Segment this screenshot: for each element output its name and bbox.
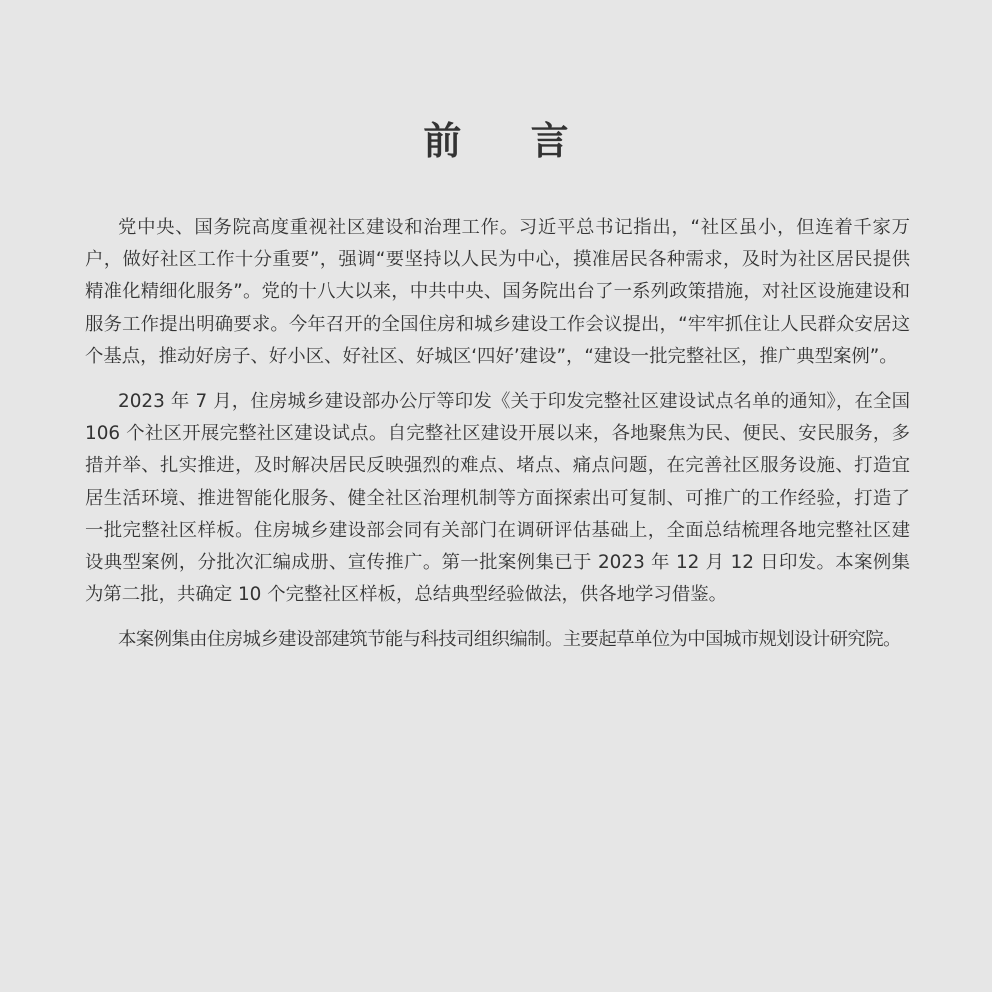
paragraph-2: 2023 年 7 月，住房城乡建设部办公厅等印发《关于印发完整社区建设试点名单的通知》，在全国 106 个社区开展完整社区建设试点。自完整社区建设开展以来，各地聚焦为民、便民、安民服务，多措并举、扎实推进，及时解决居民反映强烈的难点、堵点、痛点问题，在完善社区服务设施、打造宜居生活环境、推进智能化服务、健全社区治理机制等方面探索出可复制、可推广的工作经验，打造了一批完整社区样板。住房城乡建设部会同有关部门在调研评估基础上，全面总结梳理各地完整社区建设典型案例，分批次汇编成册、宣传推广。第一批案例集已于 2023 年 12 月 12 日印发。本案例集为第二批，共确定 10 个完整社区样板，总结典型经验做法，供各地学习借鉴。 bbox=[85, 391, 910, 606]
page-title: 前 言 bbox=[423, 119, 597, 163]
paragraph-3: 本案例集由住房城乡建设部建筑节能与科技司组织编制。主要起草单位为中国城市规划设计研究院。 bbox=[118, 629, 901, 651]
paragraph-1: 党中央、国务院高度重视社区建设和治理工作。习近平总书记指出，“社区虽小，但连着千家万户，做好社区工作十分重要”，强调“要坚持以人民为中心，摸准居民各种需求，及时为社区居民提供精准化精细化服务”。党的十八大以来，中共中央、国务院出台了一系列政策措施，对社区设施建设和服务工作提出明确要求。今年召开的全国住房和城乡建设工作会议提出，“牢牢抓住让人民群众安居这个基点，推动好房子、好小区、好社区、好城区‘四好’建设”，“建设一批完整社区，推广典型案例”。 bbox=[85, 217, 910, 367]
document-body bbox=[85, 212, 910, 670]
